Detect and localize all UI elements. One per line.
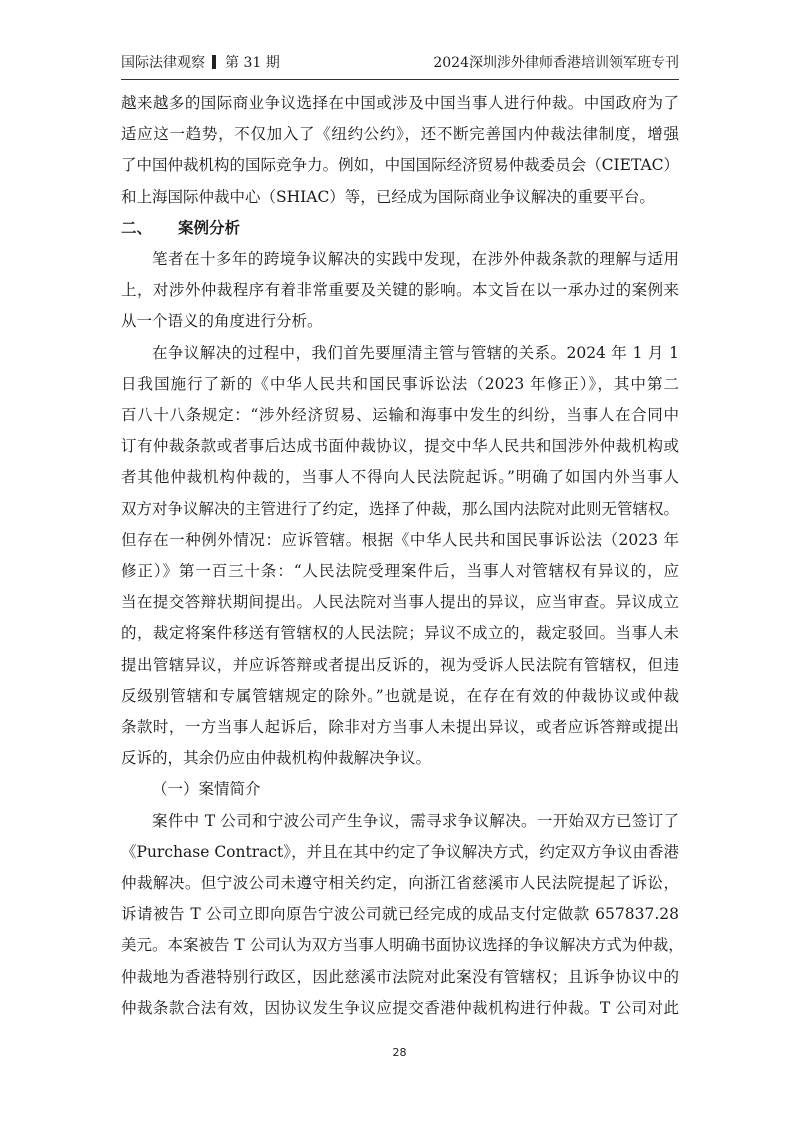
article-body [121, 88, 684, 1024]
text-line: 适应这一趋势，不仅加入了《纽约公约》，还不断完善国内仲裁法律制度，增强 [121, 125, 679, 144]
text-line: 越来越多的国际商业争议选择在中国或涉及中国当事人进行仲裁。中国政府为了 [121, 94, 679, 112]
paragraph-jurisdiction [121, 338, 679, 775]
text-line: 美元。本案被告 T 公司认为双方当事人明确书面协议选择的争议解决方式为仲裁， [121, 936, 684, 955]
paragraph-case-analysis [121, 244, 679, 338]
text-line: 在争议解决的过程中，我们首先要厘清主管与管辖的关系。2024 年 1 月 1 [152, 343, 679, 362]
text-line: 双方对争议解决的主管进行了约定，选择了仲裁，那么国内法院对此则无管辖权。 [121, 499, 680, 518]
header-divider [121, 79, 679, 80]
paragraph-intro-continued [121, 88, 679, 213]
text-line: 仲裁解决。但宁波公司未遵守相关约定，向浙江省慈溪市人民法院提起了诉讼， [121, 874, 679, 893]
text-line: 案件中 T 公司和宁波公司产生争议，需寻求争议解决。一开始双方已签订了 [152, 811, 679, 830]
text-line: 订有仲裁条款或者事后达成书面仲裁协议，提交中华人民共和国涉外仲裁机构或 [121, 437, 679, 456]
text-line: 仲裁条款合法有效，因协议发生争议应提交香港仲裁机构进行仲裁。T 公司对此 [121, 998, 679, 1017]
text-line: 诉请被告 T 公司立即向原告宁波公司就已经完成的成品支付定做款 657837.28 [121, 905, 679, 924]
section-number: 二、 [121, 218, 153, 237]
text-line: 和上海国际仲裁中心（SHIAC）等，已经成为国际商业争议解决的重要平台。 [121, 187, 655, 206]
text-line: 《Purchase Contract》，并且在其中约定了争议解决方式，约定双方争议由香港 [121, 842, 679, 861]
text-line: 上，对涉外仲裁程序有着非常重要及关键的影响。本文旨在以一承办过的案例来 [121, 281, 679, 300]
paragraph-case-summary [121, 806, 684, 1024]
text-line: 日我国施行了新的《中华人民共和国民事诉讼法（2023 年修正）》，其中第二 [121, 374, 679, 393]
text-line: 提出管辖异议，并应诉答辩或者提出反诉的，视为受诉人民法院有管辖权，但违 [121, 655, 679, 674]
running-header [121, 52, 679, 74]
subsection-heading: （一）案情简介 [152, 780, 261, 799]
text-line: 条款时，一方当事人起诉后，除非对方当事人未提出异议，或者应诉答辩或提出 [121, 718, 679, 737]
section-title: 案例分析 [178, 218, 241, 237]
text-line: 的，裁定将案件移送有管辖权的人民法院；异议不成立的，裁定驳回。当事人未 [121, 624, 679, 643]
text-line: 反诉的，其余仍应由仲裁机构仲裁解决争议。 [121, 749, 432, 768]
text-line: 反级别管辖和专属管辖规定的除外。”也就是说，在存在有效的仲裁协议或仲裁 [121, 686, 679, 705]
text-line: 从一个语义的角度进行分析。 [121, 312, 323, 331]
text-line: 但存在一种例外情况：应诉管辖。根据《中华人民共和国民事诉讼法（2023 年 [121, 530, 679, 549]
text-line: 了中国仲裁机构的国际竞争力。例如，中国国际经济贸易仲裁委员会（CIETAC） [121, 156, 679, 175]
text-line: 者其他仲裁机构仲裁的，当事人不得向人民法院起诉。”明确了如国内外当事人 [121, 468, 679, 487]
issue-number: 第 31 期 [225, 55, 280, 71]
journal-name: 国际法律观察 [121, 55, 205, 71]
text-line: 百八十八条规定：“涉外经济贸易、运输和海事中发生的纠纷，当事人在合同中 [121, 406, 679, 425]
text-line: 当在提交答辩状期间提出。人民法院对当事人提出的异议，应当审查。异议成立 [121, 593, 679, 612]
text-line: 修正）》第一百三十条：“人民法院受理案件后，当事人对管辖权有异议的，应 [121, 562, 679, 581]
text-line: 仲裁地为香港特别行政区，因此慈溪市法院对此案没有管辖权；且诉争协议中的 [121, 967, 679, 986]
separator-bar [212, 55, 216, 69]
special-issue-title: 2024深圳涉外律师香港培训领军班专刊 [433, 55, 679, 71]
section-heading [121, 213, 679, 244]
page-number: 28 [392, 1046, 407, 1059]
journal-info [121, 52, 280, 74]
text-line: 笔者在十多年的跨境争议解决的实践中发现，在涉外仲裁条款的理解与适用 [152, 250, 679, 269]
